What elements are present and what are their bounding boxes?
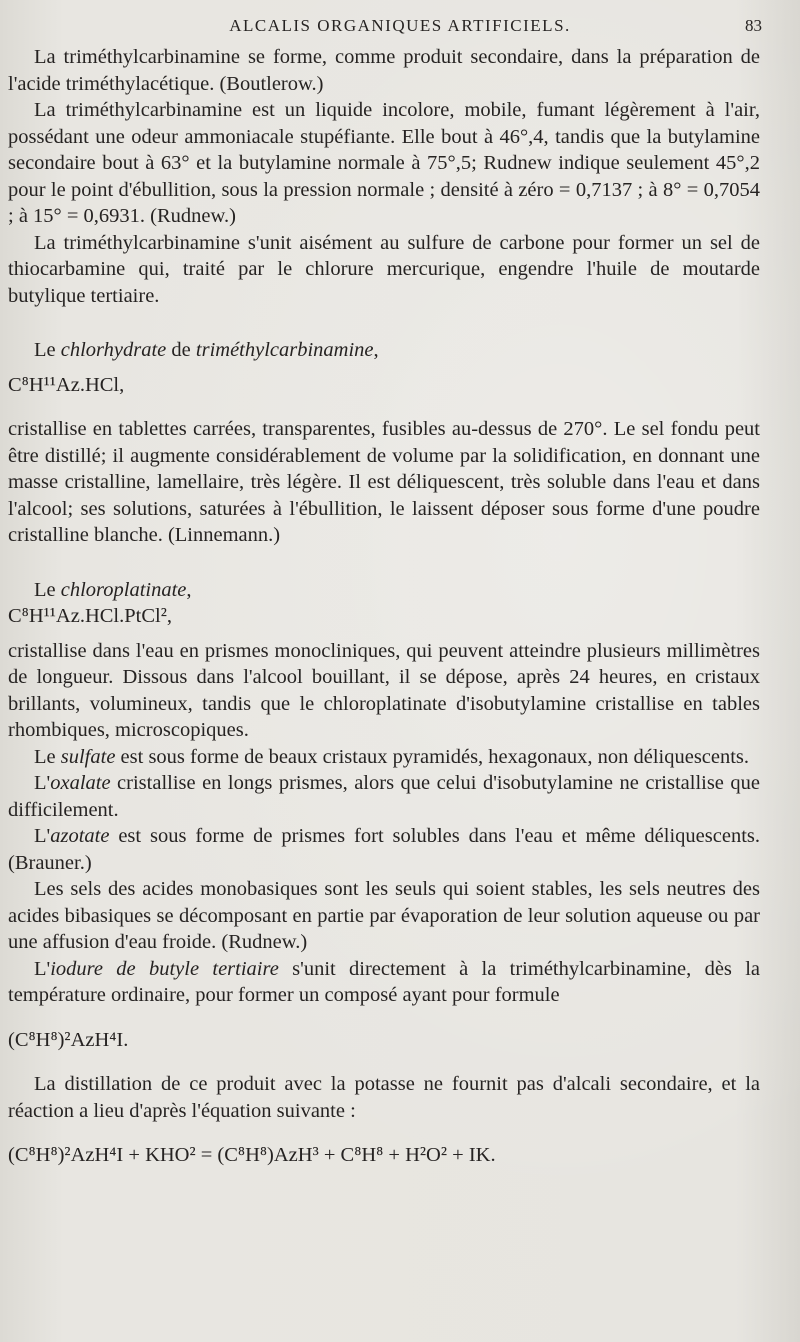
chlorhydrate-heading — [8, 337, 760, 364]
oxalate-term: oxalate — [50, 772, 111, 794]
paragraph-distillation: La distillation de ce produit avec la potasse ne fournit pas d'alcali secondaire, et la réaction a lieu d'après l'équation suivante : — [8, 1073, 760, 1122]
body-text — [8, 44, 760, 1169]
formula-chlorhydrate: C⁸H¹¹Az.HCl, — [8, 373, 125, 396]
paragraph-oxalate — [8, 770, 760, 823]
paragraph-thiocarbamine: La triméthylcarbinamine s'unit aisément au sulfure de carbone pour former un sel de thiocarbamine qui, traité par le chlorure mercurique, engendre l'huile de moutarde butylique tertiaire. — [8, 231, 760, 307]
azotate-term: azotate — [50, 825, 110, 847]
oxalate-prefix: L' — [34, 772, 51, 794]
paragraph-properties: La triméthylcarbinamine est un liquide incolore, mobile, fumant légèrement à l'air, possédant une odeur ammoniacale stupéfiante. Elle bout à 46°,4, tandis que la butylamine secondaire bout à 63° et la butylamine normale à 75°,5; Rudnew indique seulement 45°,2 pour le point d'ébullition, sous la pression normale ; densité à zéro = 0,7137 ; à 8° = 0,7054 ; à 15° = 0,6931. (Rudnew.) — [8, 99, 760, 227]
iodure-prefix: L' — [34, 957, 51, 980]
paragraph-formation: La triméthylcarbinamine se forme, comme produit secondaire, dans la préparation de l'acide triméthylacétique. (Boutlerow.) — [8, 46, 760, 95]
reaction-equation: (C⁸H⁸)²AzH⁴I + KHO² = (C⁸H⁸)AzH³ + C⁸H⁸ + H²O² + IK. — [8, 1144, 496, 1166]
sulfate-prefix: Le — [34, 745, 61, 768]
paragraph-salts-stability: Les sels des acides monobasiques sont les seuls qui soient stables, les sels neutres des acides bibasiques se décomposant en partie par évaporation de leur solution aqueuse ou par une affusion d'eau froide. (Rudnew.) — [8, 878, 760, 953]
chlorhydrate-suffix: , — [373, 339, 379, 361]
iodure-term: iodure de butyle tertiaire — [50, 957, 279, 980]
running-head — [0, 14, 800, 40]
page-number: 83 — [745, 16, 762, 35]
chloroplatinate-prefix: Le — [34, 578, 61, 601]
chlorhydrate-prefix: Le — [34, 339, 61, 361]
iodure-text: s'unit directement à la triméthylcarbinamine, dès la température ordinaire, pour former un composé ayant pour formule — [8, 957, 761, 1006]
azotate-text: est sous forme de prismes fort solubles dans l'eau et même déliquescents. (Brauner.) — [8, 825, 760, 874]
sulfate-text: est sous forme de beaux cristaux pyramidés, hexagonaux, non déliquescents. — [115, 745, 750, 768]
running-title: ALCALIS ORGANIQUES ARTIFICIELS. — [229, 16, 571, 35]
formula-chloroplatinate: C⁸H¹¹Az.HCl.PtCl², — [8, 605, 172, 627]
sulfate-term: sulfate — [60, 745, 116, 768]
chlorhydrate-mid: de — [166, 339, 196, 361]
paragraph-sulfate — [8, 744, 760, 771]
paragraph-iodure — [8, 956, 760, 1009]
paragraph-chlorhydrate-description: cristallise en tablettes carrées, transparentes, fusibles au-dessus de 270°. Le sel fondu peut être distillé; il augmente considérablement de volume par la solidification, en donnant une masse cristalline, lamellaire, très légère. Il est déliquescent, très soluble dans l'eau et dans l'alcool; ses solutions, saturées à l'ébullition, le laissent déposer sous forme d'une poudre cristalline blanche. (Linnemann.) — [8, 418, 760, 546]
chloroplatinate-heading — [8, 577, 760, 604]
oxalate-text: cristallise en longs prismes, alors que celui d'isobutylamine ne cristallise que difficilement. — [8, 772, 760, 821]
chloroplatinate-term: chloroplatinate — [60, 578, 187, 601]
paragraph-azotate — [8, 823, 760, 876]
chloroplatinate-suffix: , — [186, 578, 192, 601]
chlorhydrate-term: chlorhydrate — [60, 339, 167, 361]
azotate-prefix: L' — [34, 825, 51, 847]
chlorhydrate-compound: triméthylcarbinamine — [195, 339, 374, 361]
formula-iodure-compound: (C⁸H⁸)²AzH⁴I. — [8, 1028, 129, 1051]
paragraph-chloroplatinate-description: cristallise dans l'eau en prismes monocliniques, qui peuvent atteindre plusieurs millimètres de longueur. Dissous dans l'alcool bouillant, il se dépose, après 24 heures, en cristaux brillants, volumineux, tandis que le chloroplatinate d'isobutylamine cristallise en tables rhombiques, microscopiques. — [8, 639, 760, 741]
